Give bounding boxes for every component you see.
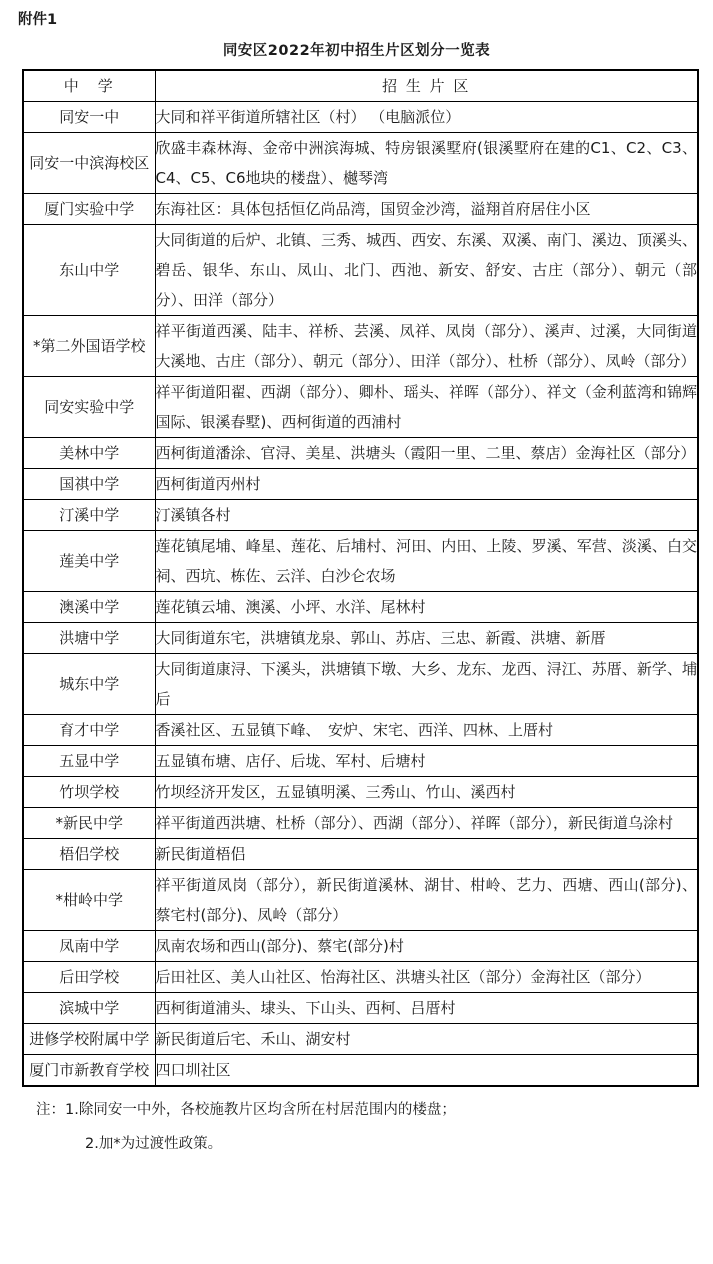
notes-section (36, 1097, 713, 1157)
table-row (23, 746, 698, 777)
table-row (23, 469, 698, 500)
school-name-cell: 东山中学 (23, 225, 155, 316)
district-cell: 西柯街道丙州村 (155, 469, 698, 500)
notes-prefix: 注： (36, 1102, 65, 1118)
table-row (23, 715, 698, 746)
table-row (23, 592, 698, 623)
table-row (23, 839, 698, 870)
school-name-cell: 五显中学 (23, 746, 155, 777)
district-cell: 西柯街道潘涂、官浔、美星、洪塘头（霞阳一里、二里、蔡店）金海社区（部分） (155, 438, 698, 469)
district-cell: 莲花镇尾埔、峰星、莲花、后埔村、河田、内田、上陵、罗溪、军营、淡溪、白交祠、西坑、栋佐、云洋、白沙仑农场 (155, 531, 698, 592)
table-row (23, 194, 698, 225)
school-name-cell: 梧侣学校 (23, 839, 155, 870)
district-cell: 凤南农场和西山(部分)、蔡宅(部分)村 (155, 931, 698, 962)
school-name-cell: 洪塘中学 (23, 623, 155, 654)
district-cell: 莲花镇云埔、澳溪、小坪、水洋、尾林村 (155, 592, 698, 623)
note-item-1: 1.除同安一中外，各校施教片区均含所在村居范围内的楼盘； (65, 1102, 456, 1118)
district-cell: 竹坝经济开发区，五显镇明溪、三秀山、竹山、溪西村 (155, 777, 698, 808)
column-header-district: 招 生 片 区 (155, 70, 698, 102)
district-cell: 欣盛丰森林海、金帝中洲滨海城、特房银溪墅府(银溪墅府在建的C1、C2、C3、C4、C5、C6地块的楼盘）、樾琴湾 (155, 133, 698, 194)
school-name-cell: 同安一中滨海校区 (23, 133, 155, 194)
table-row (23, 962, 698, 993)
enrollment-zone-table (22, 69, 699, 1087)
district-cell: 大同和祥平街道所辖社区（村） （电脑派位） (155, 102, 698, 133)
district-cell: 后田社区、美人山社区、怡海社区、洪塘头社区（部分）金海社区（部分） (155, 962, 698, 993)
table-row (23, 654, 698, 715)
district-cell: 汀溪镇各村 (155, 500, 698, 531)
school-name-cell: 滨城中学 (23, 993, 155, 1024)
table-row (23, 500, 698, 531)
note-item-2: 2.加*为过渡性政策。 (85, 1136, 223, 1152)
column-header-school: 中 学 (23, 70, 155, 102)
table-row (23, 531, 698, 592)
school-name-cell: 澳溪中学 (23, 592, 155, 623)
school-name-cell: 育才中学 (23, 715, 155, 746)
table-row (23, 377, 698, 438)
district-cell: 香溪社区、五显镇下峰、 安炉、宋宅、西洋、四林、上厝村 (155, 715, 698, 746)
school-name-cell: 同安一中 (23, 102, 155, 133)
district-cell: 新民街道梧侣 (155, 839, 698, 870)
district-cell: 东海社区：具体包括恒亿尚品湾，国贸金沙湾，溢翔首府居住小区 (155, 194, 698, 225)
district-cell: 新民街道后宅、禾山、湖安村 (155, 1024, 698, 1055)
district-cell: 大同街道康浔、下溪头，洪塘镇下墩、大乡、龙东、龙西、浔江、苏厝、新学、埔后 (155, 654, 698, 715)
school-name-cell: *柑岭中学 (23, 870, 155, 931)
district-cell: 西柯街道浦头、埭头、下山头、西柯、吕厝村 (155, 993, 698, 1024)
district-cell: 大同街道的后炉、北镇、三秀、城西、西安、东溪、双溪、南门、溪边、顶溪头、碧岳、银华、东山、凤山、北门、西池、新安、舒安、古庄（部分）、朝元（部分）、田洋（部分） (155, 225, 698, 316)
school-name-cell: 同安实验中学 (23, 377, 155, 438)
school-name-cell: *新民中学 (23, 808, 155, 839)
school-name-cell: 美林中学 (23, 438, 155, 469)
school-name-cell: 竹坝学校 (23, 777, 155, 808)
note-line-2 (85, 1131, 713, 1157)
table-row (23, 102, 698, 133)
school-name-cell: *第二外国语学校 (23, 316, 155, 377)
district-cell: 大同街道东宅，洪塘镇龙泉、郭山、苏店、三忠、新霞、洪塘、新厝 (155, 623, 698, 654)
table-row (23, 993, 698, 1024)
district-cell: 祥平街道西洪塘、杜桥（部分）、西湖（部分）、祥晖（部分），新民街道乌涂村 (155, 808, 698, 839)
table-body (23, 102, 698, 1087)
school-name-cell: 进修学校附属中学 (23, 1024, 155, 1055)
attachment-label: 附件1 (18, 12, 58, 28)
note-line-1 (36, 1097, 713, 1123)
school-name-cell: 城东中学 (23, 654, 155, 715)
table-row (23, 438, 698, 469)
school-name-cell: 汀溪中学 (23, 500, 155, 531)
table-row (23, 1055, 698, 1087)
table-row (23, 931, 698, 962)
district-cell: 五显镇布塘、店仔、后垅、军村、后塘村 (155, 746, 698, 777)
district-cell: 祥平街道阳翟、西湖（部分）、卿朴、瑶头、祥晖（部分）、祥文（金利蓝湾和锦辉国际、银溪春墅)、西柯街道的西浦村 (155, 377, 698, 438)
district-cell: 祥平街道凤岗（部分），新民街道溪林、湖甘、柑岭、艺力、西塘、西山(部分)、蔡宅村(部分)、凤岭（部分） (155, 870, 698, 931)
table-row (23, 225, 698, 316)
page-title: 同安区2022年初中招生片区划分一览表 (222, 43, 491, 59)
district-cell: 祥平街道西溪、陆丰、祥桥、芸溪、凤祥、凤岗（部分）、溪声、过溪，大同街道大溪地、古庄（部分）、朝元（部分）、田洋（部分）、杜桥（部分）、凤岭（部分） (155, 316, 698, 377)
table-row (23, 316, 698, 377)
table-row (23, 1024, 698, 1055)
table-row (23, 777, 698, 808)
table-row (23, 870, 698, 931)
school-name-cell: 凤南中学 (23, 931, 155, 962)
school-name-cell: 莲美中学 (23, 531, 155, 592)
table-header-row (23, 70, 698, 102)
table-row (23, 623, 698, 654)
school-name-cell: 国祺中学 (23, 469, 155, 500)
table-row (23, 133, 698, 194)
district-cell: 四口圳社区 (155, 1055, 698, 1087)
school-name-cell: 厦门市新教育学校 (23, 1055, 155, 1087)
table-row (23, 808, 698, 839)
school-name-cell: 后田学校 (23, 962, 155, 993)
school-name-cell: 厦门实验中学 (23, 194, 155, 225)
